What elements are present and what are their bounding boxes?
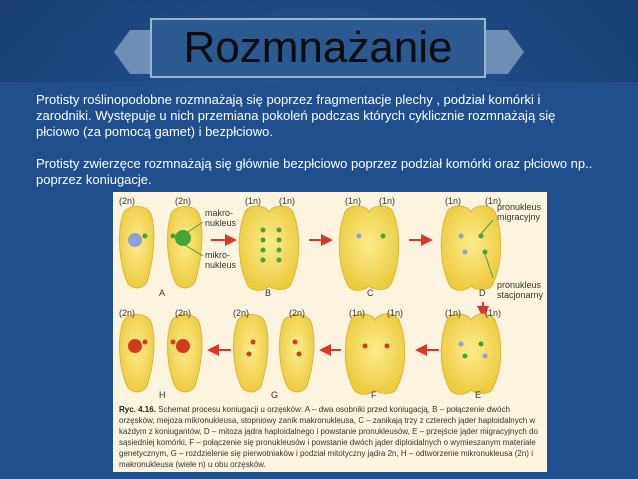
caption-text: Schemat procesu koniugacji u orzęsków: A – dwa osobniki przed koniugacją, B – połączenie dwóch orzęsków, mejoza mikronukleusa, stopniowy zanik makronukleusa, C – zanikają trzy z czterech jąder haploidalnych w każdym z koniugantów, D – mitoza jądra haploidalnego i powstanie pronukleusów, E – przejście jąder migracyjnych do sąsiedniej komórki, F – połączenie się pronukleusów i powstanie dwóch jąder diploidalnych o wymieszanym materiale genetycznym, G – rozdzielenie się pierwotniaków i podział mitotyczny jądra 2n, H – odtworzenie mikronukleusa (2n) i makronukleusa (wiele n) u obu orzęsków. — [119, 405, 538, 469]
cell-b — [239, 206, 299, 290]
figure-caption — [119, 404, 543, 470]
paragraph-animal-like-protists: Protisty zwierzęce rozmnażają się głównie bezpłciowo poprzez podział komórki oraz płciowo np.. poprzez koniugacje. — [36, 156, 593, 187]
caption-label: Ryc. 4.16. — [119, 405, 156, 414]
ploidy-b-right: (1n) — [279, 196, 296, 206]
cell-a-right — [168, 207, 202, 289]
ploidy-b-left: (1n) — [245, 196, 262, 206]
stage-label-b: B — [265, 288, 272, 298]
cell-a-left — [120, 207, 154, 289]
slide-title: Rozmnażanie — [183, 23, 453, 72]
label-pronukleus-migracyjny: pronukleus migracyjny — [497, 202, 542, 222]
ploidy-c-right: (1n) — [379, 196, 396, 206]
stage-label-g: G — [271, 390, 279, 400]
micronucleus-a-right — [171, 234, 176, 239]
ploidy-d-right: (1n) — [485, 196, 502, 206]
ploidy-f-left: (1n) — [349, 308, 366, 318]
ploidy-e-left: (1n) — [445, 308, 462, 318]
ploidy-h-right: (2n) — [175, 308, 192, 318]
micronucleus-a-left — [143, 234, 148, 239]
stage-label-c: C — [367, 288, 374, 298]
cell-h-right — [168, 315, 202, 393]
ploidy-g-left: (2n) — [233, 308, 250, 318]
ploidy-d-left: (1n) — [445, 196, 462, 206]
conjugation-figure — [113, 192, 547, 472]
conjugation-diagram — [113, 192, 547, 402]
ploidy-c-left: (1n) — [345, 196, 362, 206]
label-makronukleus: makro-nukleus — [205, 208, 237, 228]
ploidy-g-right: (2n) — [289, 308, 306, 318]
label-pronukleus-stacjonarny: pronukleus stacjonarny — [497, 280, 544, 300]
cell-e — [441, 314, 501, 394]
ploidy-h-left: (2n) — [119, 308, 136, 318]
stage-label-d: D — [479, 288, 486, 298]
stage-label-f: F — [371, 390, 377, 400]
ploidy-e-right: (1n) — [485, 308, 502, 318]
stage-label-a: A — [159, 288, 166, 298]
title-banner — [150, 18, 486, 78]
cell-f — [345, 314, 405, 394]
stage-label-h: H — [159, 390, 166, 400]
stage-label-e: E — [475, 390, 482, 400]
paragraph-plant-like-protists: Protisty roślinopodobne rozmnażają się poprzez fragmentacje plechy , podział komórki i zarodniki. Występuje u nich przemiana pokoleń podczas których cyklicznie rozmnażają się płciowo (za pomocą gamet) i bezpłciowo. — [36, 92, 556, 139]
macronucleus-a-left — [128, 233, 142, 247]
ploidy-a-right: (2n) — [175, 196, 192, 206]
label-mikronukleus: mikro-nukleus — [205, 250, 237, 270]
cell-c — [339, 206, 399, 290]
ploidy-f-right: (1n) — [387, 308, 404, 318]
ploidy-a-left: (2n) — [119, 196, 136, 206]
cell-d — [441, 206, 501, 290]
cell-h-left — [120, 315, 154, 393]
